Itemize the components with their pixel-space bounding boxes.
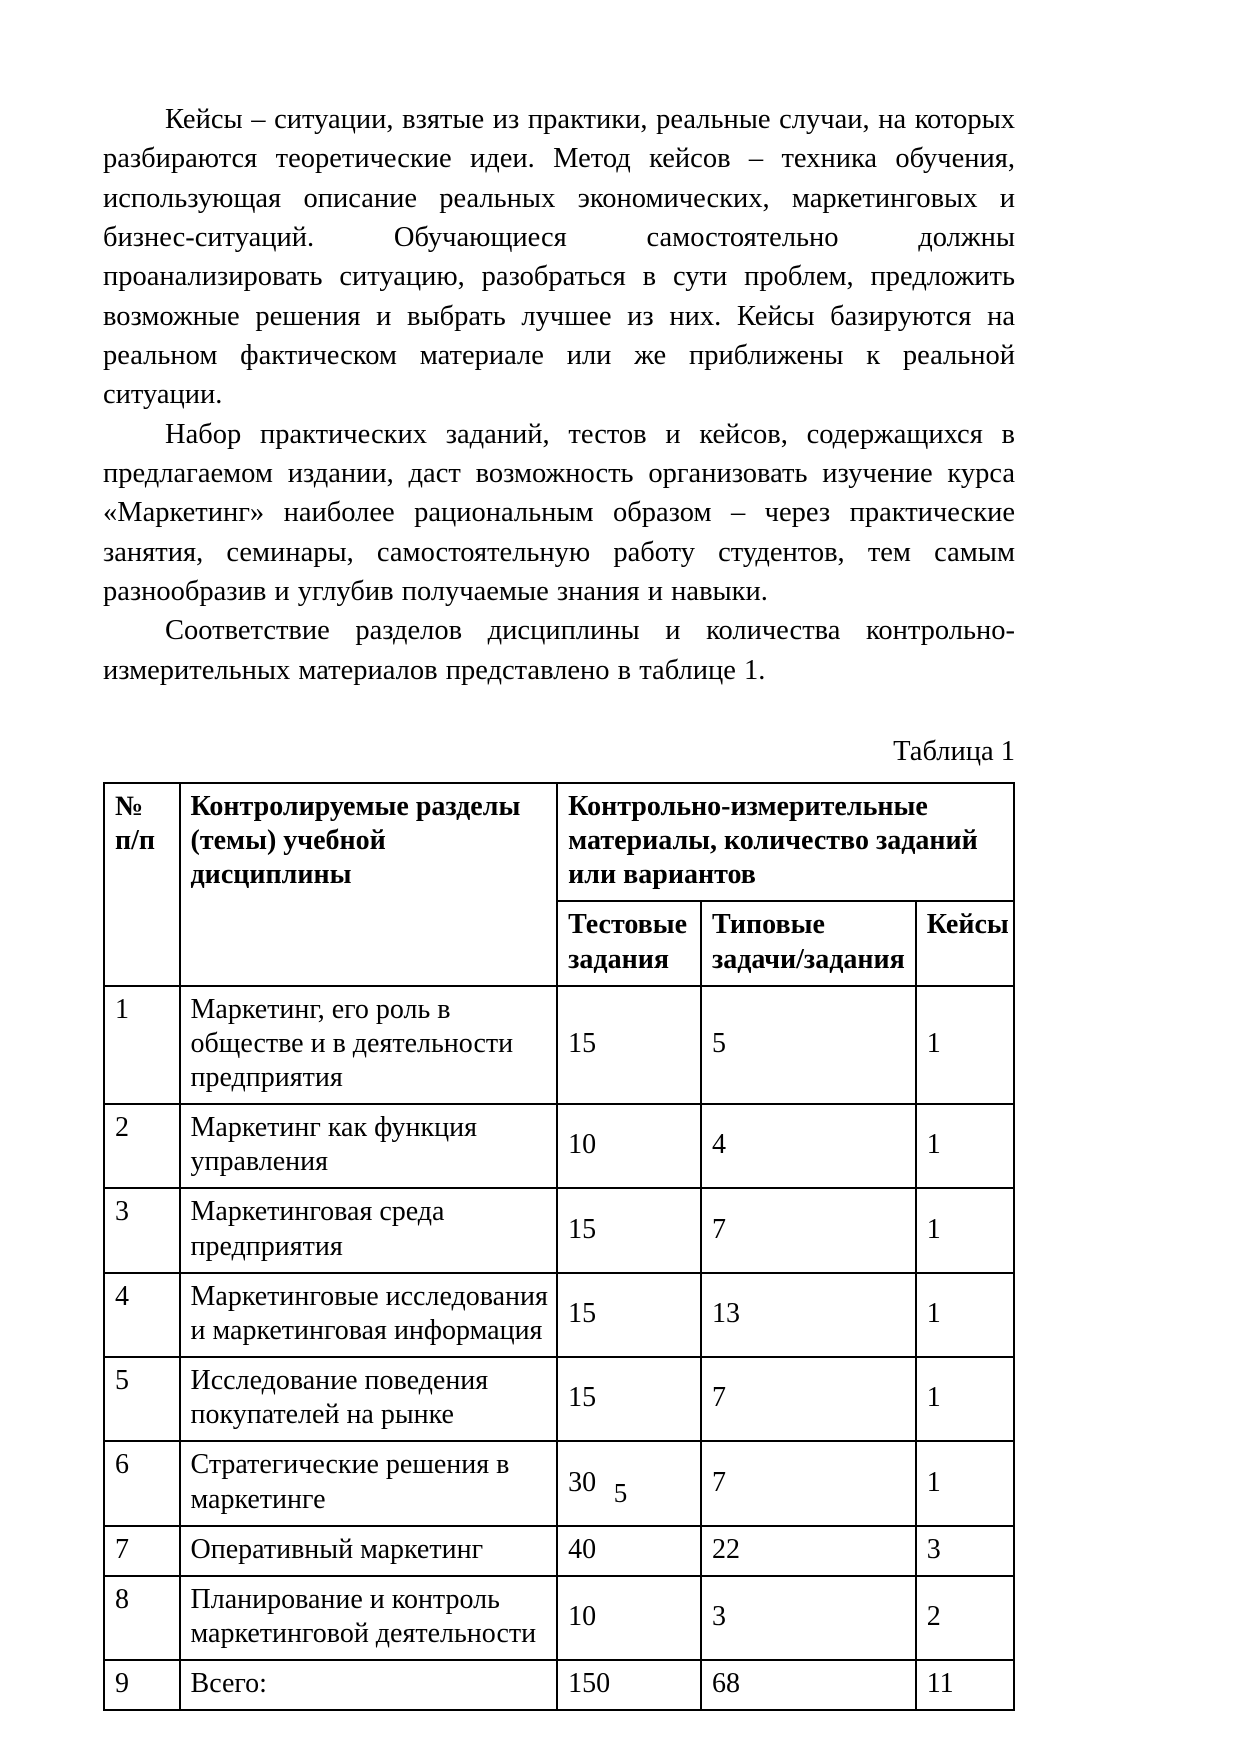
paragraph-cases-intro: Кейсы – ситуации, взятые из практики, реальные случаи, на которых разбираются теоретические идеи. Метод кейсов – техника обучения, использующая описание реальных экономических, маркетинговых и бизнес-ситуаций. Обучающиеся самостоятельно должны проанализировать ситуацию, разобраться в сути проблем, предложить возможные решения и выбрать лучшее из них. Кейсы базируются на реальном фактическом материале или же приближены к реальной ситуации.: [103, 104, 1015, 411]
table-row: [104, 1357, 1014, 1441]
kim-table-header: [104, 783, 1014, 986]
header-row-1: [104, 783, 1014, 901]
row-tasks-count: 3: [701, 1576, 916, 1660]
table-row: [104, 986, 1014, 1104]
table-row: [104, 1273, 1014, 1357]
row-tests-count: 15: [557, 1273, 701, 1357]
kim-table: [103, 782, 1015, 1711]
row-tests-count: 40: [557, 1526, 701, 1576]
row-number: 4: [104, 1273, 180, 1357]
paragraph-table-reference: Соответствие разделов дисциплины и количества контрольно-измерительных материалов представлено в таблице 1.: [103, 615, 1015, 686]
row-cases-count: 11: [916, 1660, 1014, 1710]
row-tests-count: 150: [557, 1660, 701, 1710]
paragraph-tasks-set: Набор практических заданий, тестов и кейсов, содержащихся в предлагаемом издании, даст возможность организовать изучение курса «Маркетинг» наиболее рациональным образом – через практические занятия, семинары, самостоятельную работу студентов, тем самым разнообразив и углубив получаемые знания и навыки.: [103, 418, 1015, 607]
row-cases-count: 1: [916, 1188, 1014, 1272]
row-number: 1: [104, 986, 180, 1104]
row-topic: Планирование и контроль маркетинговой деятельности: [180, 1576, 558, 1660]
row-cases-count: 2: [916, 1576, 1014, 1660]
row-tasks-count: 7: [701, 1441, 916, 1525]
header-cell-cases: Кейсы: [916, 901, 1014, 985]
row-tasks-count: 68: [701, 1660, 916, 1710]
row-number: 7: [104, 1526, 180, 1576]
row-number: 2: [104, 1104, 180, 1188]
row-tasks-count: 7: [701, 1357, 916, 1441]
row-tasks-count: 4: [701, 1104, 916, 1188]
row-topic: Оперативный маркетинг: [180, 1526, 558, 1576]
row-tasks-count: 22: [701, 1526, 916, 1576]
header-cell-kim-group: Контрольно-измерительные материалы, количество заданий или вариантов: [557, 783, 1014, 901]
page-number: 5: [613, 1478, 628, 1508]
row-topic: Маркетинг, его роль в обществе и в деятельности предприятия: [180, 986, 558, 1104]
kim-table-body: [104, 986, 1014, 1711]
row-number: 9: [104, 1660, 180, 1710]
row-tests-count: 10: [557, 1104, 701, 1188]
row-cases-count: 3: [916, 1526, 1014, 1576]
row-number: 5: [104, 1357, 180, 1441]
row-cases-count: 1: [916, 1357, 1014, 1441]
header-cell-tasks: Типовые задачи/задания: [701, 901, 916, 985]
header-cell-num: № п/п: [104, 783, 180, 986]
row-cases-count: 1: [916, 1441, 1014, 1525]
row-number: 8: [104, 1576, 180, 1660]
row-cases-count: 1: [916, 1273, 1014, 1357]
row-tasks-count: 7: [701, 1188, 916, 1272]
row-number: 6: [104, 1441, 180, 1525]
row-tests-count: 15: [557, 1188, 701, 1272]
row-cases-count: 1: [916, 986, 1014, 1104]
row-number: 3: [104, 1188, 180, 1272]
row-cases-count: 1: [916, 1104, 1014, 1188]
row-topic: Исследование поведения покупателей на рынке: [180, 1357, 558, 1441]
table-row: [104, 1188, 1014, 1272]
row-tests-count: 15: [557, 986, 701, 1104]
header-cell-tests: Тестовые задания: [557, 901, 701, 985]
row-tasks-count: 5: [701, 986, 916, 1104]
table-caption: Таблица 1: [893, 735, 1015, 767]
table-row-total: [104, 1660, 1014, 1710]
row-topic: Стратегические решения в маркетинге: [180, 1441, 558, 1525]
table-row: [104, 1576, 1014, 1660]
page-content: [103, 100, 1015, 1711]
table-row: [104, 1526, 1014, 1576]
row-tasks-count: 13: [701, 1273, 916, 1357]
table-row: [104, 1104, 1014, 1188]
row-tests-count: 30: [557, 1441, 701, 1525]
row-topic: Маркетинговые исследования и маркетинговая информация: [180, 1273, 558, 1357]
row-topic: Всего:: [180, 1660, 558, 1710]
row-topic: Маркетинг как функция управления: [180, 1104, 558, 1188]
row-topic: Маркетинговая среда предприятия: [180, 1188, 558, 1272]
row-tests-count: 10: [557, 1576, 701, 1660]
row-tests-count: 15: [557, 1357, 701, 1441]
header-cell-topic: Контролируемые разделы (темы) учебной дисциплины: [180, 783, 558, 986]
